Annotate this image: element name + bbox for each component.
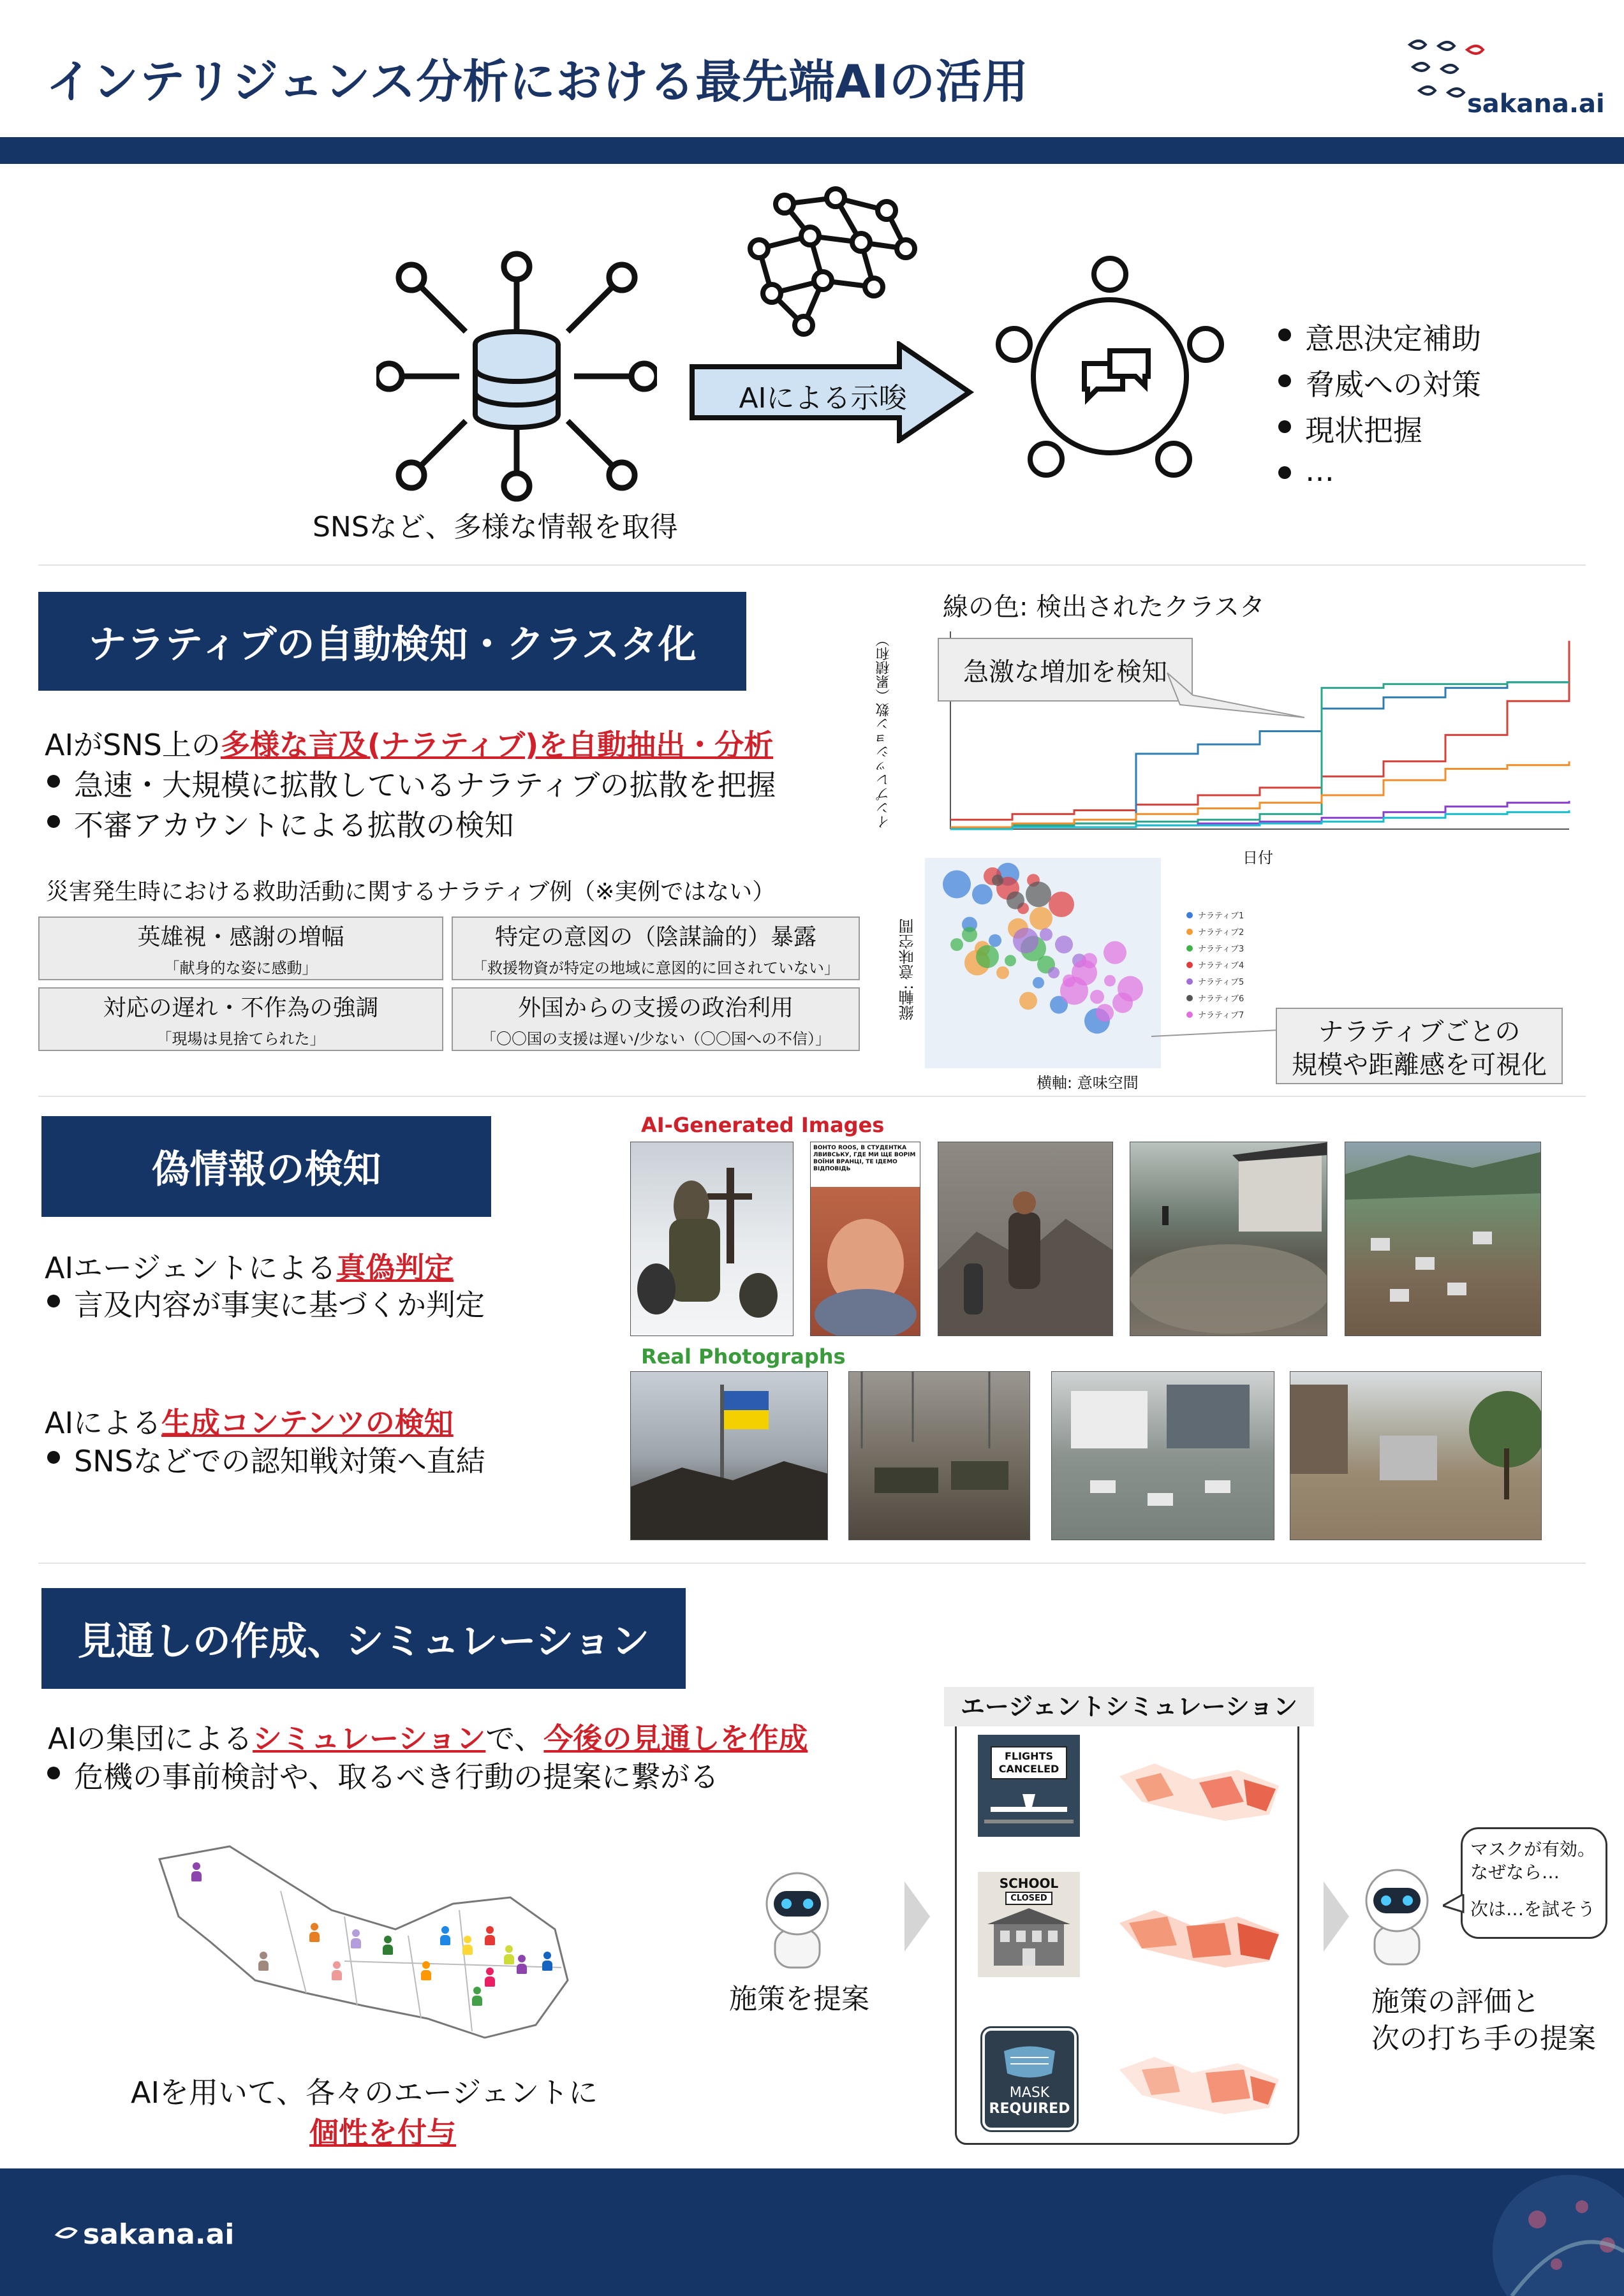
narrative-bullet: 急速・大規模に拡散しているナラティブの拡散を把握	[45, 762, 776, 804]
misinfo-bullet: SNSなどでの認知戦対策へ直結	[45, 1438, 485, 1480]
scatter-point	[976, 945, 999, 968]
agent-person-icon	[191, 1862, 202, 1881]
robot-icon	[756, 1869, 839, 1971]
simulation-box-title: エージェントシミュレーション	[944, 1687, 1314, 1726]
agent-pins	[153, 1834, 574, 2050]
ai-image-sign-text: ВОНТО ROOS, В СТУДЕНТКА ЛВИВСЬКУ, ГДЕ МИ ЩЕ ВОРІМ ВОЇНИ ВРАНЦІ, ТЕ ІДЕМО ВІДПОВІДЬ	[811, 1142, 920, 1187]
scatter-point	[950, 938, 963, 951]
simulation-lead: AIの集団によるシミュレーションで、今後の見通しを作成	[48, 1721, 808, 1756]
page-title: インテリジェンス分析における最先端AIの活用	[46, 55, 1029, 108]
real-photo-flooded-road	[1290, 1371, 1542, 1540]
agent-person-icon	[485, 1926, 495, 1945]
school-closed-sign: SCHOOL CLOSED	[978, 1872, 1080, 1977]
scatter-xlabel: 横軸: 意味空間	[1037, 1074, 1139, 1092]
flights-canceled-sign: FLIGHTS CANCELED	[978, 1735, 1080, 1837]
ai-image-injured-man	[810, 1142, 920, 1336]
agent-person-icon	[332, 1961, 342, 1980]
agent-person-icon	[258, 1952, 269, 1971]
neural-network-icon	[740, 179, 925, 338]
scatter-point	[996, 966, 1009, 979]
line-chart-note: 線の色: 検出されたクラスタ	[943, 592, 1265, 622]
overview-bullets	[1276, 316, 1481, 488]
misinfo-lead-2: AIによる生成コンテンツの検知	[45, 1406, 454, 1440]
legend-marker	[1186, 945, 1193, 952]
meeting-table-icon	[989, 255, 1231, 497]
scatter-point	[1005, 955, 1016, 966]
speech-bubble-tail	[1443, 1894, 1465, 1913]
agent-person-icon	[517, 1955, 527, 1974]
callout-pointer	[1084, 670, 1314, 721]
legend-marker	[1186, 995, 1193, 1001]
ai-image-flood-street	[1130, 1142, 1327, 1336]
scatter-ylabel: 縦軸: 意味空間	[899, 918, 917, 1020]
narrative-example-card: 対応の遅れ・不作為の強調 「現場は見捨てられた」	[38, 987, 443, 1051]
scatter-point	[1090, 990, 1104, 1004]
ai-image-flooded-town	[1345, 1142, 1541, 1336]
misinfo-section-title: 偽情報の検知	[41, 1116, 491, 1217]
agent-person-icon	[472, 1987, 482, 2006]
scatter-point	[1118, 976, 1143, 1001]
scatter-point	[1007, 892, 1024, 909]
scatter-point	[1019, 992, 1037, 1010]
narrative-example-card: 英雄視・感謝の増幅 「献身的な姿に感動」	[38, 916, 443, 980]
data-network-icon	[376, 249, 657, 504]
scatter-point	[1055, 936, 1073, 953]
narrative-lead: AIがSNS上の多様な言及(ナラティブ)を自動抽出・分析	[45, 728, 774, 762]
line-chart-xlabel: 日付	[1243, 849, 1273, 867]
real-photo-destroyed-tanks	[848, 1371, 1030, 1540]
overview-bullet: 脅威への対策	[1276, 362, 1481, 404]
legend-marker	[1186, 912, 1193, 918]
real-photos-label: Real Photographs	[641, 1344, 846, 1369]
header-bar	[0, 137, 1624, 164]
scatter-point	[1082, 953, 1097, 968]
robot-icon	[1355, 1866, 1438, 1968]
legend-label: ナラティブ4	[1198, 961, 1244, 971]
footer-logo-text: sakana.ai	[83, 2218, 235, 2251]
legend-label: ナラティブ5	[1198, 978, 1244, 987]
scatter-point	[1063, 975, 1075, 987]
robot2-caption: 施策の評価と 次の打ち手の提案	[1371, 1985, 1596, 2055]
line-chart-callout: 急激な増加を検知	[938, 638, 1193, 702]
logo-text: sakana.ai	[1467, 89, 1605, 119]
agent-person-icon	[309, 1923, 320, 1942]
overview-bullet: …	[1276, 453, 1481, 488]
misinfo-bullet: 言及内容が事実に基づくか判定	[45, 1282, 485, 1324]
arrow-label: AIによる示唆	[739, 382, 907, 415]
narrative-section-title: ナラティブの自動検知・クラスタ化	[38, 592, 746, 691]
scatter-point	[1033, 977, 1044, 989]
scatter-point	[943, 871, 971, 899]
legend-marker	[1186, 929, 1193, 935]
map-caption: AIを用いて、各々のエージェントに	[131, 2075, 598, 2110]
robot1-caption: 施策を提案	[729, 1983, 869, 2015]
chevron-right-icon	[904, 1881, 930, 1952]
scatter-point	[1013, 928, 1038, 953]
line-chart-ylabel: インプレッション数（累積和）	[876, 633, 892, 829]
agent-person-icon	[462, 1936, 473, 1955]
legend-label: ナラティブ6	[1198, 994, 1244, 1004]
heatmap-tokyo	[1116, 2044, 1282, 2121]
legend-label: ナラティブ3	[1198, 945, 1244, 954]
agent-person-icon	[542, 1952, 552, 1971]
scatter-point	[972, 884, 993, 904]
mask-required-sign: MASK REQUIRED	[982, 2028, 1077, 2130]
scatter-point	[1104, 975, 1116, 987]
section-divider	[38, 1096, 1586, 1097]
agent-person-icon	[421, 1961, 431, 1980]
decorative-fish-graphic	[1486, 2168, 1624, 2296]
scatter-point	[1104, 941, 1126, 964]
scatter-point	[989, 934, 1001, 947]
overview-bullet: 意思決定補助	[1276, 316, 1481, 358]
scatter-point	[1096, 1004, 1114, 1022]
scatter-point	[1049, 892, 1074, 917]
narrative-bullet: 不審アカウントによる拡散の検知	[45, 802, 514, 844]
scatter-point	[1026, 881, 1051, 907]
sns-caption: SNSなど、多様な情報を取得	[313, 511, 678, 543]
scatter-point	[1030, 907, 1052, 930]
ai-image-rubble-family	[938, 1142, 1113, 1336]
scatter-point	[1048, 967, 1059, 978]
legend-label: ナラティブ1	[1198, 911, 1244, 921]
misinfo-lead-1: AIエージェントによる真偽判定	[45, 1251, 454, 1285]
fish-logo-icon	[54, 2221, 80, 2244]
narrative-example-card: 特定の意図の（陰謀論的）暴露 「救援物資が特定の地域に意図的に回されていない」	[452, 916, 860, 980]
speech-bubble: マスクが有効。 なぜなら… 次は…を試そう	[1461, 1827, 1607, 1939]
narrative-example-title: 災害発生時における救助活動に関するナラティブ例（※実例ではない）	[46, 879, 776, 905]
ai-image-soldier-cross	[630, 1142, 794, 1336]
legend-label: ナラティブ7	[1198, 1011, 1244, 1020]
real-photo-flooded-lot	[1051, 1371, 1274, 1540]
section-divider	[38, 564, 1586, 566]
map-caption-highlight: 個性を付与	[309, 2116, 456, 2150]
heatmap-tokyo	[1116, 1751, 1282, 1827]
simulation-bullet: 危機の事前検討や、取るべき行動の提案に繋がる	[45, 1754, 719, 1796]
legend-label: ナラティブ2	[1198, 928, 1244, 938]
agent-person-icon	[351, 1929, 361, 1948]
agent-person-icon	[504, 1945, 514, 1964]
ai-images-label: AI-Generated Images	[641, 1113, 885, 1137]
section-divider	[38, 1563, 1586, 1564]
narrative-example-card: 外国からの支援の政治利用 「〇〇国の支援は遅い/少ない（〇〇国への不信）」	[452, 987, 860, 1051]
agent-person-icon	[485, 1968, 495, 1987]
real-photo-flag-rubble	[630, 1371, 828, 1540]
scatter-point	[962, 927, 977, 942]
heatmap-tokyo	[1116, 1897, 1282, 1974]
overview-bullet: 現状把握	[1276, 408, 1481, 450]
agent-person-icon	[383, 1936, 393, 1955]
chevron-right-icon	[1324, 1881, 1349, 1952]
legend-marker	[1186, 962, 1193, 968]
agent-person-icon	[440, 1926, 450, 1945]
scatter-point	[992, 874, 1003, 886]
footer	[0, 2168, 1624, 2296]
legend-marker	[1186, 978, 1193, 985]
simulation-section-title: 見通しの作成、シミュレーション	[41, 1588, 686, 1689]
callout-pointer	[1148, 1017, 1282, 1056]
scatter-callout: ナラティブごとの 規模や距離感を可視化	[1276, 1008, 1563, 1084]
scatter-point	[1040, 928, 1052, 941]
